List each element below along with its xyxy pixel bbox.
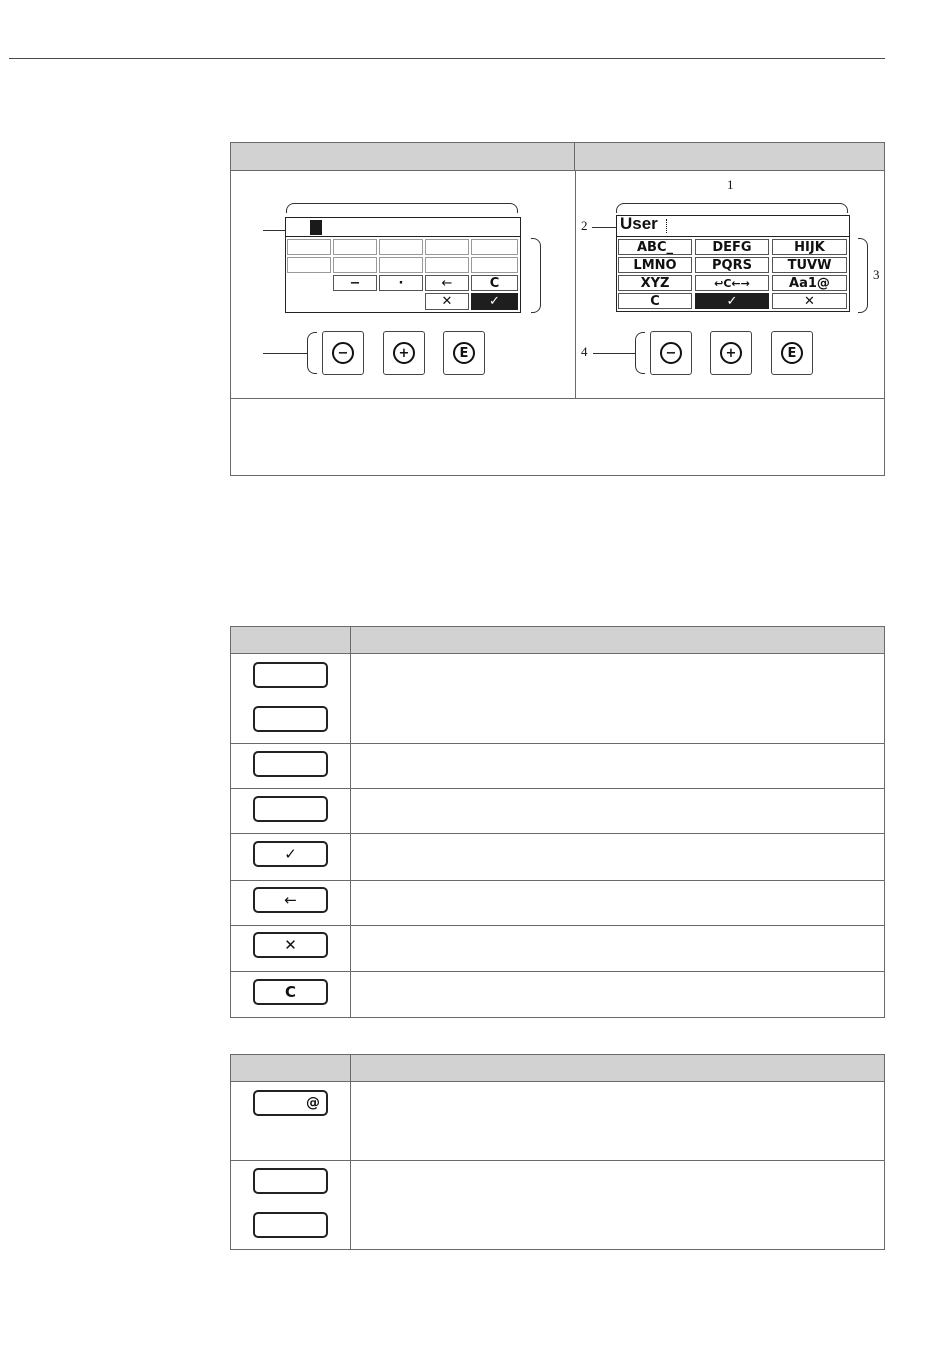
numeric-key[interactable] <box>425 239 469 255</box>
key-symbol <box>253 1212 328 1238</box>
brace-right-right <box>858 238 868 313</box>
row-divider <box>231 743 884 744</box>
callout-2: 2 <box>581 218 588 233</box>
minus-button[interactable] <box>650 331 692 375</box>
text-cursor <box>666 219 667 233</box>
row-divider <box>231 833 884 834</box>
leader-edit-view <box>263 230 287 231</box>
key-symbol <box>253 706 328 732</box>
brace-top-right <box>616 203 848 213</box>
text-editor-panel <box>576 172 884 398</box>
key-case-switch[interactable]: Aa1@ <box>772 275 847 291</box>
plus-icon: + <box>720 342 742 364</box>
header-rule <box>9 58 885 59</box>
row-divider <box>231 1160 884 1161</box>
row-divider <box>231 880 884 881</box>
minus-icon: − <box>660 342 682 364</box>
cancel-symbol: ✕ <box>253 932 328 958</box>
key-symbol <box>253 751 328 777</box>
cursor-block <box>310 220 322 235</box>
numeric-edit-line <box>286 218 520 237</box>
column-divider <box>350 1055 351 1249</box>
text-edit-value: User <box>620 214 658 233</box>
plus-icon: + <box>393 342 415 364</box>
key-clear[interactable]: C <box>618 293 692 309</box>
key-symbol <box>253 796 328 822</box>
leader-hardware-keys <box>263 353 307 354</box>
numeric-key[interactable] <box>333 257 377 273</box>
callout-1: 1 <box>727 177 734 192</box>
clear-key[interactable]: C <box>471 275 518 291</box>
text-symbols-table <box>230 1054 885 1250</box>
column-divider <box>350 627 351 1017</box>
row-divider <box>231 788 884 789</box>
backspace-symbol: ← <box>253 887 328 913</box>
enter-icon: E <box>453 342 475 364</box>
numeric-key[interactable] <box>333 239 377 255</box>
numeric-key[interactable] <box>425 257 469 273</box>
numeric-key[interactable] <box>287 239 331 255</box>
brace-right-left <box>531 238 541 313</box>
key-correction[interactable]: ↩C←→ <box>695 275 769 291</box>
plus-button[interactable] <box>710 331 752 375</box>
key-lmno[interactable]: LMNO <box>618 257 692 273</box>
text-editor-display <box>616 215 850 312</box>
key-confirm[interactable]: ✓ <box>695 293 769 309</box>
key-symbol <box>253 662 328 688</box>
numeric-key[interactable] <box>287 257 331 273</box>
brace-hardware-right <box>635 332 645 374</box>
key-xyz[interactable]: XYZ <box>618 275 692 291</box>
key-tuvw[interactable]: TUVW <box>772 257 847 273</box>
special-characters-symbol: @ <box>253 1090 328 1116</box>
key-abc[interactable]: ABC_ <box>618 239 692 255</box>
numeric-key[interactable] <box>471 257 518 273</box>
key-hijk[interactable]: HIJK <box>772 239 847 255</box>
confirm-symbol: ✓ <box>253 841 328 867</box>
row-divider <box>231 925 884 926</box>
key-defg[interactable]: DEFG <box>695 239 769 255</box>
key-pqrs[interactable]: PQRS <box>695 257 769 273</box>
enter-icon: E <box>781 342 803 364</box>
figure-caption-divider <box>231 398 884 399</box>
cancel-key[interactable]: ✕ <box>425 293 469 310</box>
numeric-editor-panel <box>231 172 575 398</box>
operating-keys-table <box>230 626 885 1018</box>
text-edit-line <box>617 216 849 237</box>
callout-4: 4 <box>581 344 588 359</box>
leader-edit-line <box>592 227 616 228</box>
brace-hardware-left <box>307 332 317 374</box>
confirm-key[interactable]: ✓ <box>471 293 518 310</box>
enter-button[interactable] <box>443 331 485 375</box>
figure-header-left <box>231 143 575 171</box>
callout-3: 3 <box>873 267 880 282</box>
table-header <box>231 627 884 654</box>
numeric-key[interactable] <box>379 239 423 255</box>
brace-top-left <box>286 203 518 213</box>
numeric-editor-display <box>285 217 521 313</box>
figure-header-right <box>575 143 884 171</box>
row-divider <box>231 971 884 972</box>
enter-button[interactable] <box>771 331 813 375</box>
table-header <box>231 1055 884 1082</box>
numeric-key[interactable] <box>379 257 423 273</box>
minus-key[interactable]: − <box>333 275 377 291</box>
minus-icon: − <box>332 342 354 364</box>
key-symbol <box>253 1168 328 1194</box>
backspace-key[interactable]: ← <box>425 275 469 291</box>
key-cancel[interactable]: ✕ <box>772 293 847 309</box>
clear-symbol: C <box>253 979 328 1005</box>
minus-button[interactable] <box>322 331 364 375</box>
plus-button[interactable] <box>383 331 425 375</box>
numeric-key[interactable] <box>471 239 518 255</box>
decimal-point-key[interactable]: · <box>379 275 423 291</box>
leader-hardware-keys-right <box>593 353 635 354</box>
editor-figure <box>230 142 885 476</box>
